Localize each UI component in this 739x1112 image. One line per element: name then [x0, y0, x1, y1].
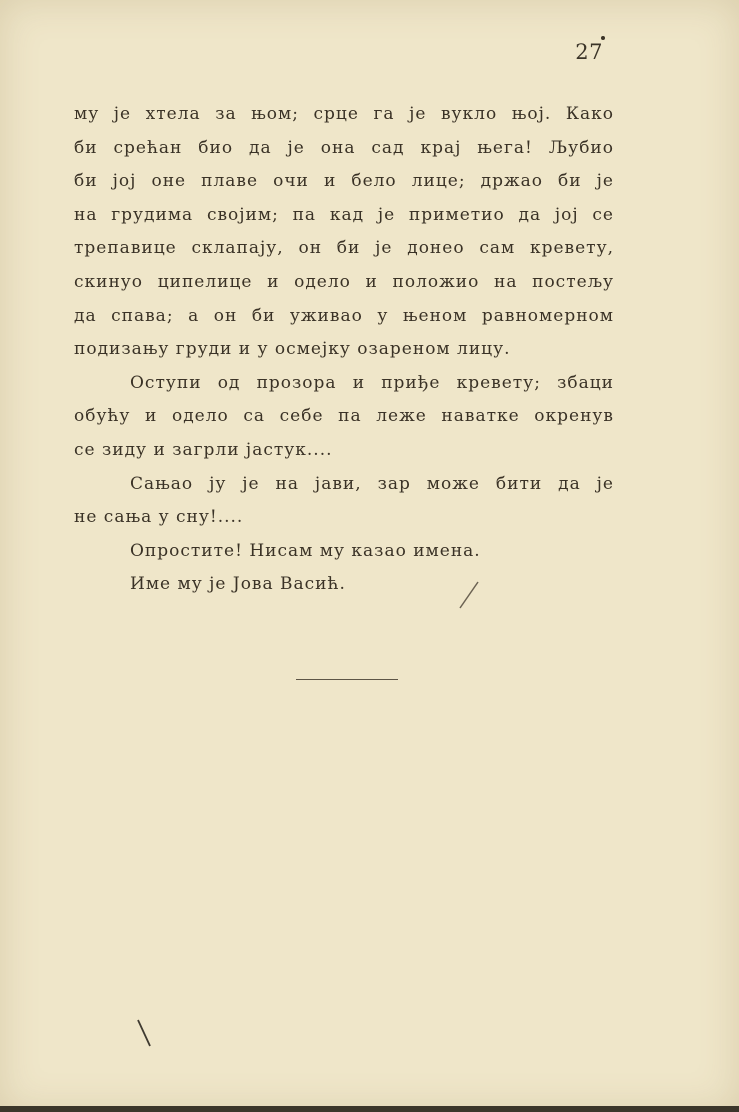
text-line: да спава; а он би уживао у њеном равномерном — [74, 305, 614, 326]
body-text — [74, 98, 614, 602]
text-line: на грудима својим; па кад је приметио да јој се — [74, 204, 614, 225]
text-line: трепавице склапају, он би је донео сам кревету, — [74, 238, 614, 259]
text-line: Опростите! Нисам му казао имена. — [130, 540, 481, 561]
text-line: Сањао ју је на јави, зар може бити да је — [130, 473, 614, 494]
page-bottom-edge — [0, 1106, 739, 1112]
page-number: 27 — [575, 40, 603, 64]
paragraph-3 — [74, 468, 614, 535]
pencil-mark — [136, 1018, 152, 1048]
text-line: му је хтела за њом; срце га је вукло њој. Како — [74, 104, 614, 124]
paragraph-4 — [74, 535, 614, 569]
text-line: Име му је Јова Васић. — [130, 574, 346, 595]
text-line: скинуо ципелице и одело и положио на постељу — [74, 271, 614, 292]
text-line: би јој оне плаве очи и бело лице; држао би је — [74, 171, 614, 192]
paragraph-5 — [74, 568, 614, 602]
text-line: би срећан био да је она сад крај њега! Љубио — [74, 137, 614, 158]
paragraph-1 — [74, 98, 614, 367]
pencil-mark — [456, 580, 482, 610]
text-line: Оступи од прозора и приђе кревету; збаци — [130, 372, 614, 393]
text-line: обућу и одело са себе па леже наватке окренув — [74, 406, 614, 427]
text-line: подизању груди и у осмејку озареном лицу. — [74, 339, 511, 360]
text-line: се зиду и загрли јастук.... — [74, 439, 333, 460]
page-number-dot — [601, 36, 605, 40]
paragraph-2 — [74, 367, 614, 468]
text-line: не сања у сну!.... — [74, 507, 244, 528]
section-separator — [296, 679, 398, 680]
